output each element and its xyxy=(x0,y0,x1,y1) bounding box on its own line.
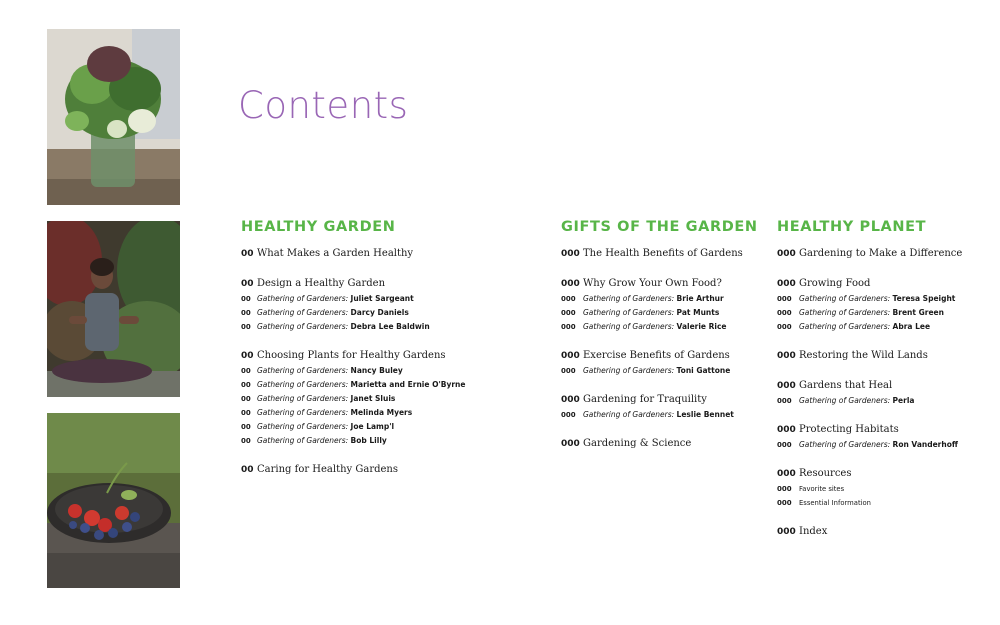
toc-chapter[interactable] xyxy=(777,466,992,482)
toc-column-healthy-garden xyxy=(241,216,541,492)
page-number: 000 xyxy=(777,425,796,435)
toc-subentry[interactable] xyxy=(777,394,992,408)
toc-subentry[interactable] xyxy=(241,378,541,392)
chapter-title: Gardening to Make a Difference xyxy=(799,248,963,259)
toc-subentry[interactable] xyxy=(777,306,992,320)
herb-bouquet-image xyxy=(47,29,180,205)
page-number: 000 xyxy=(561,279,580,289)
toc-entry xyxy=(777,378,992,408)
subentry-prefix: Gathering of Gardeners: xyxy=(257,380,349,389)
subentry-name: Favorite sites xyxy=(799,485,845,493)
page-number: 000 xyxy=(561,395,580,405)
toc-subentry[interactable] xyxy=(777,496,992,510)
chapter-title: Gardening for Traquility xyxy=(583,394,707,405)
chapter-title: Gardening & Science xyxy=(583,438,692,449)
toc-subentry[interactable] xyxy=(241,320,541,334)
toc-chapter[interactable] xyxy=(777,422,992,438)
subentry-prefix: Gathering of Gardeners: xyxy=(257,308,349,317)
toc-entry xyxy=(777,348,992,364)
subentry-prefix: Gathering of Gardeners: xyxy=(799,308,891,317)
toc-chapter[interactable] xyxy=(241,246,541,262)
chapter-title: Resources xyxy=(799,468,852,479)
toc-chapter[interactable] xyxy=(241,276,541,292)
subentry-prefix: Gathering of Gardeners: xyxy=(257,422,349,431)
toc-entry xyxy=(777,276,992,334)
page-number: 000 xyxy=(777,441,792,449)
page-number: 00 xyxy=(241,351,254,361)
page-number: 000 xyxy=(561,367,576,375)
toc-chapter[interactable] xyxy=(777,348,992,364)
subentry-name: Debra Lee Baldwin xyxy=(350,322,430,331)
chapter-title: Exercise Benefits of Gardens xyxy=(583,350,730,361)
chapter-title: Choosing Plants for Healthy Gardens xyxy=(257,350,446,361)
chapter-title: Gardens that Heal xyxy=(799,380,893,391)
toc-subentry[interactable] xyxy=(561,306,766,320)
page-number: 000 xyxy=(561,309,576,317)
subentry-prefix: Gathering of Gardeners: xyxy=(257,294,349,303)
toc-chapter[interactable] xyxy=(561,392,766,408)
toc-subentry[interactable] xyxy=(777,482,992,496)
chapter-title: Restoring the Wild Lands xyxy=(799,350,928,361)
page-number: 000 xyxy=(561,411,576,419)
subentry-name: Marietta and Ernie O'Byrne xyxy=(350,380,466,389)
page-number: 000 xyxy=(777,351,796,361)
page-number: 00 xyxy=(241,395,251,403)
toc-subentry[interactable] xyxy=(241,392,541,406)
chapter-title: Index xyxy=(799,526,828,537)
page-number: 000 xyxy=(777,279,796,289)
toc-chapter[interactable] xyxy=(777,276,992,292)
page-number: 00 xyxy=(241,381,251,389)
toc-chapter[interactable] xyxy=(561,436,766,452)
page-title: Contents xyxy=(238,84,409,127)
toc-subentry[interactable] xyxy=(777,292,992,306)
page-number: 000 xyxy=(777,295,792,303)
toc-entry xyxy=(241,276,541,334)
chapter-title: Protecting Habitats xyxy=(799,424,899,435)
page-number: 00 xyxy=(241,465,254,475)
chapter-title: Why Grow Your Own Food? xyxy=(583,278,722,289)
subentry-prefix: Gathering of Gardeners: xyxy=(583,322,675,331)
toc-chapter[interactable] xyxy=(241,348,541,364)
toc-column-gifts-of-the-garden xyxy=(561,216,766,466)
page-number: 000 xyxy=(777,381,796,391)
page-number: 000 xyxy=(777,527,796,537)
subentry-name: Leslie Bennet xyxy=(676,410,734,419)
subentry-name: Valerie Rice xyxy=(676,322,727,331)
toc-entry xyxy=(241,246,541,262)
meditation-image xyxy=(47,221,180,397)
page-number: 00 xyxy=(241,279,254,289)
page-number: 000 xyxy=(777,397,792,405)
subentry-prefix: Gathering of Gardeners: xyxy=(799,440,891,449)
toc-subentry[interactable] xyxy=(241,434,541,448)
subentry-prefix: Gathering of Gardeners: xyxy=(583,308,675,317)
page-number: 000 xyxy=(777,485,792,493)
toc-entry xyxy=(561,246,766,262)
section-heading: HEALTHY GARDEN xyxy=(241,219,396,235)
page-number: 00 xyxy=(241,367,251,375)
page-number: 00 xyxy=(241,309,251,317)
chapter-title: Caring for Healthy Gardens xyxy=(257,464,399,475)
page-number: 000 xyxy=(561,351,580,361)
toc-subentry[interactable] xyxy=(777,438,992,452)
page-number: 000 xyxy=(561,323,576,331)
subentry-name: Joe Lamp'l xyxy=(350,422,395,431)
page-number: 000 xyxy=(561,439,580,449)
subentry-name: Melinda Myers xyxy=(350,408,413,417)
toc-chapter[interactable] xyxy=(777,378,992,394)
page-number: 000 xyxy=(561,295,576,303)
subentry-name: Essential Information xyxy=(799,499,871,507)
toc-entry xyxy=(777,422,992,452)
subentry-name: Pat Munts xyxy=(676,308,720,317)
toc-chapter[interactable] xyxy=(241,462,541,478)
page-number: 000 xyxy=(777,469,796,479)
subentry-prefix: Gathering of Gardeners: xyxy=(257,436,349,445)
subentry-name: Teresa Speight xyxy=(892,294,956,303)
subentry-prefix: Gathering of Gardeners: xyxy=(583,294,675,303)
page-number: 00 xyxy=(241,323,251,331)
section-heading: HEALTHY PLANET xyxy=(777,219,927,235)
meditation-photo xyxy=(47,221,180,397)
toc-chapter[interactable] xyxy=(777,246,992,262)
subentry-prefix: Gathering of Gardeners: xyxy=(799,396,891,405)
toc-entry xyxy=(561,348,766,378)
page-number: 000 xyxy=(777,309,792,317)
subentry-prefix: Gathering of Gardeners: xyxy=(257,408,349,417)
page-number: 00 xyxy=(241,437,251,445)
chapter-title: Design a Healthy Garden xyxy=(257,278,386,289)
subentry-prefix: Gathering of Gardeners: xyxy=(257,394,349,403)
subentry-name: Perla xyxy=(892,396,915,405)
subentry-prefix: Gathering of Gardeners: xyxy=(583,366,675,375)
toc-entry xyxy=(241,348,541,448)
subentry-prefix: Gathering of Gardeners: xyxy=(257,322,349,331)
toc-entry xyxy=(777,466,992,510)
subentry-prefix: Gathering of Gardeners: xyxy=(799,294,891,303)
toc-chapter[interactable] xyxy=(561,246,766,262)
toc-subentry[interactable] xyxy=(241,306,541,320)
toc-subentry[interactable] xyxy=(561,364,766,378)
subentry-name: Janet Sluis xyxy=(350,394,396,403)
subentry-prefix: Gathering of Gardeners: xyxy=(799,322,891,331)
berry-bowl-photo xyxy=(47,413,180,588)
toc-entry xyxy=(241,462,541,478)
page-number: 00 xyxy=(241,409,251,417)
berry-bowl-image xyxy=(47,413,180,588)
toc-chapter[interactable] xyxy=(777,524,992,540)
chapter-title: The Health Benefits of Gardens xyxy=(583,248,743,259)
toc-entry xyxy=(561,392,766,422)
toc-subentry[interactable] xyxy=(561,292,766,306)
page-number: 000 xyxy=(561,249,580,259)
subentry-name: Darcy Daniels xyxy=(350,308,409,317)
page-number: 00 xyxy=(241,423,251,431)
subentry-prefix: Gathering of Gardeners: xyxy=(257,366,349,375)
subentry-name: Ron Vanderhoff xyxy=(892,440,958,449)
page-number: 00 xyxy=(241,295,251,303)
toc-subentry[interactable] xyxy=(241,420,541,434)
page-number: 000 xyxy=(777,249,796,259)
chapter-title: What Makes a Garden Healthy xyxy=(257,248,414,259)
page-number: 000 xyxy=(777,323,792,331)
toc-subentry[interactable] xyxy=(561,408,766,422)
toc-subentry[interactable] xyxy=(241,364,541,378)
page-number: 00 xyxy=(241,249,254,259)
toc-entry xyxy=(777,246,992,262)
toc-column-healthy-planet xyxy=(777,216,992,554)
toc-subentry[interactable] xyxy=(241,292,541,306)
subentry-name: Toni Gattone xyxy=(676,366,731,375)
toc-subentry[interactable] xyxy=(561,320,766,334)
page-number: 000 xyxy=(777,499,792,507)
subentry-name: Abra Lee xyxy=(892,322,931,331)
subentry-name: Brie Arthur xyxy=(676,294,724,303)
toc-chapter[interactable] xyxy=(561,276,766,292)
toc-subentry[interactable] xyxy=(777,320,992,334)
subentry-name: Juliet Sargeant xyxy=(350,294,414,303)
toc-entry xyxy=(777,524,992,540)
toc-subentry[interactable] xyxy=(241,406,541,420)
subentry-name: Nancy Buley xyxy=(350,366,403,375)
herb-bouquet-photo xyxy=(47,29,180,205)
subentry-prefix: Gathering of Gardeners: xyxy=(583,410,675,419)
chapter-title: Growing Food xyxy=(799,278,871,289)
toc-entry xyxy=(561,436,766,452)
subentry-name: Brent Green xyxy=(892,308,944,317)
section-heading: GIFTS OF THE GARDEN xyxy=(561,219,758,235)
toc-chapter[interactable] xyxy=(561,348,766,364)
toc-entry xyxy=(561,276,766,334)
subentry-name: Bob Lilly xyxy=(350,436,387,445)
